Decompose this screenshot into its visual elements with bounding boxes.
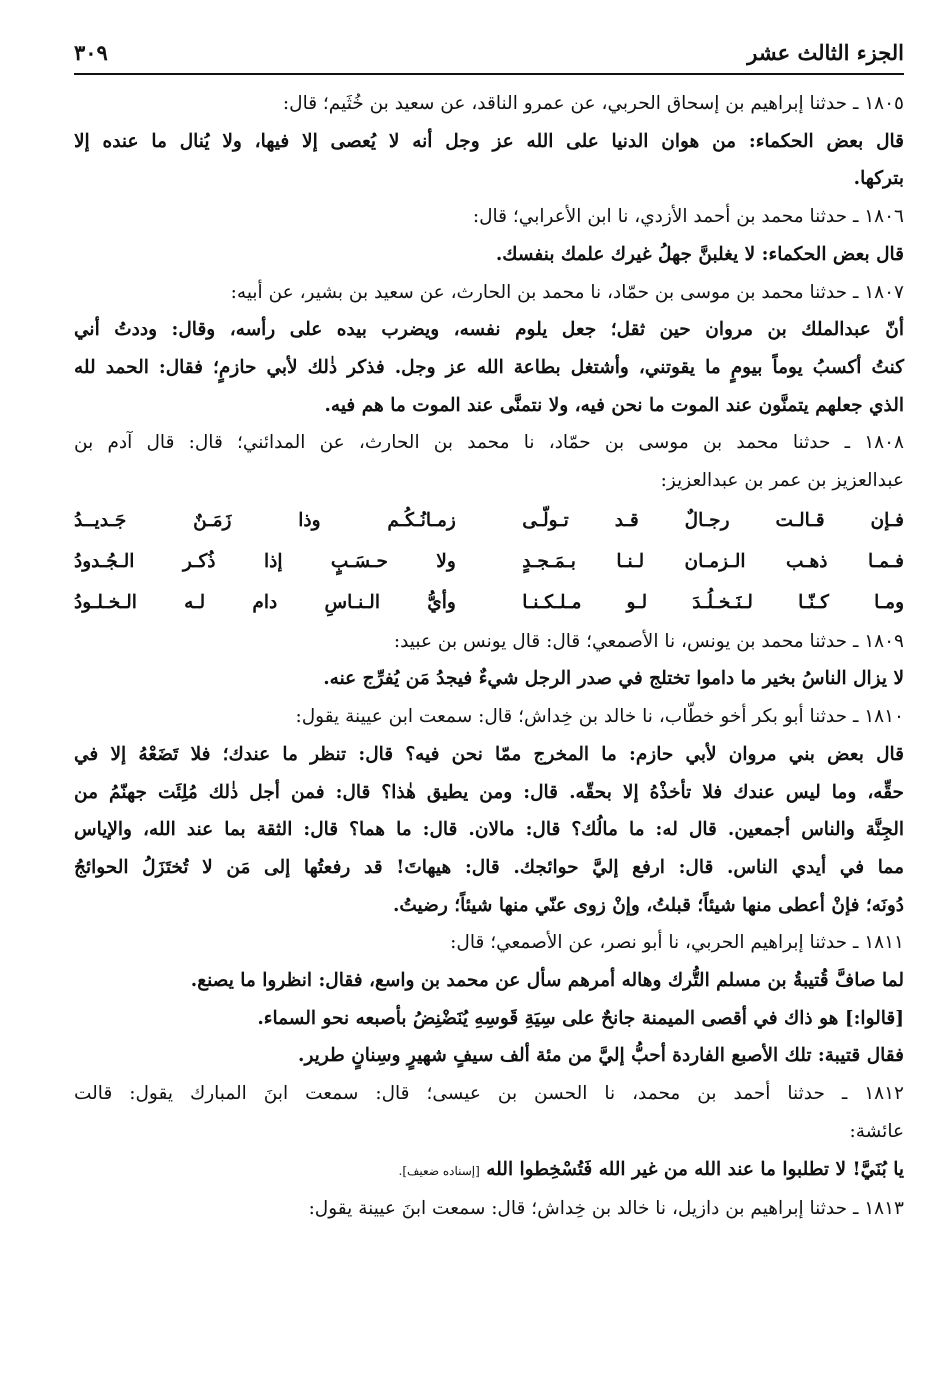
text-line: ١٨١٣ ـ حدثنا إبراهيم بن دازيل، نا خالد بن خِداش؛ قال: سمعت ابنَ عيينة يقول: bbox=[308, 1198, 904, 1220]
text-line: ١٨٠٧ ـ حدثنا محمد بن موسى بن حمّاد، نا محمد بن الحارث، عن سعيد بن بشير، عن أبيه: bbox=[230, 281, 904, 303]
text-line: مما في أيدي الناس. قال: ارفع إليَّ حوائجك. قال: هيهاتَ! قد رفعتُها إلى مَن لا تُختَزَلُ الحوائجُ bbox=[74, 856, 904, 878]
text-line: [قالوا:] هو ذاك في أقصى الميمنة جانحٌ على سِيَةِ قَوسِهِ يُنَضْنِضُ بأصبعه نحو السماء. bbox=[257, 1007, 904, 1029]
text-line: لما صافَّ قُتيبةُ بن مسلم التُّرك وهاله أمرهم سأل عن محمد بن واسع، فقال: انظروا ما يصنع. bbox=[190, 970, 904, 992]
verse-line bbox=[74, 582, 904, 623]
text-line: الذي جعلهم يتمنَّون عند الموت ما نحن فيه، ولا نتمنَّى عند الموت ما هم فيه. bbox=[324, 394, 904, 416]
running-title: الجزء الثالث عشر bbox=[747, 40, 904, 65]
verse-first-hemistich: فـمـا ذهـب الـزمـان لـنـا بـمَـجـدٍ bbox=[522, 550, 904, 572]
verse-line bbox=[74, 541, 904, 582]
text-line: قال بعض بني مروان لأبي حازم: ما المخرج ممّا نحن فيه؟ قال: تنظر ما عندك؛ فلا تَضَعْهُ إلا في bbox=[74, 743, 904, 765]
text-line: أنّ عبدالملك بن مروان حين ثقل؛ جعل يلوم نفسه، ويضرب بيده على رأسه، وقال: وددتُ أني bbox=[74, 319, 904, 341]
verse-first-hemistich: فـإن قـالـت رجـالٌ قـد تـولّـى bbox=[522, 509, 904, 531]
aisha-quote-line bbox=[74, 1151, 904, 1191]
verse-second-hemistich: وأيُّ الـنـاسِ دام لـه الـخـلـودُ bbox=[74, 591, 456, 613]
text-line: عائشة: bbox=[849, 1120, 904, 1142]
text-line: ١٨١٢ ـ حدثنا أحمد بن محمد، نا الحسن بن عيسى؛ قال: سمعت ابنَ المبارك يقول: قالت bbox=[74, 1083, 904, 1105]
text-block-3 bbox=[74, 1190, 904, 1228]
text-line: ١٨٠٥ ـ حدثنا إبراهيم بن إسحاق الحربي، عن عمرو الناقد، عن سعيد بن خُثَيم؛ قال: bbox=[282, 93, 904, 114]
text-line: ١٨٠٨ ـ حدثنا محمد بن موسى بن حمّاد، نا محمد بن الحارث، عن المدائني؛ قال: قال آدم بن bbox=[74, 432, 904, 454]
text-line: عبدالعزيز بن عمر بن عبدالعزيز: bbox=[660, 470, 904, 492]
text-line: الجِنَّة والناس أجمعين. قال له: ما مالُك؟ قال: مالان. قال: ما هما؟ قال: الثقة بما عند الله، والإياس bbox=[74, 819, 904, 841]
text-line: ١٨٠٦ ـ حدثنا محمد بن أحمد الأزدي، نا ابن الأعرابي؛ قال: bbox=[472, 206, 904, 228]
aisha-quote: يا بُنَيَّ! لا تطلبوا ما عند الله من غير الله فَتُسْخِطوا الله bbox=[486, 1158, 904, 1180]
text-line: حقِّه، وما ليس عندك فلا تأخذْهُ إلا بحقّه. قال: ومن يطيق هٰذا؟ قال: فمن أجل ذٰلك مُلِئَت جهنّمُ من bbox=[74, 781, 904, 803]
text-line: فقال قتيبة: تلك الأصبع الفاردة أحبُّ إليَّ من مئة ألف سيفٍ شهيرٍ وسِنانٍ طرير. bbox=[298, 1045, 904, 1067]
text-line: ١٨١٠ ـ حدثنا أبو بكر أخو خطّاب، نا خالد بن خِداش؛ قال: سمعت ابن عيينة يقول: bbox=[295, 706, 904, 728]
page bbox=[74, 40, 904, 1228]
text-line: لا يزال الناسُ بخير ما داموا تختلج في صدر الرجل شيءٌ فيجدُ مَن يُفرِّج عنه. bbox=[323, 668, 904, 690]
page-number: ٣٠٩ bbox=[74, 40, 108, 65]
text-line: قال بعض الحكماء: لا يغلبنَّ جهلُ غيرك علمك بنفسك. bbox=[495, 243, 904, 265]
isnad-note: [إسناده ضعيف]. bbox=[398, 1163, 480, 1178]
text-line: ١٨٠٩ ـ حدثنا محمد بن يونس، نا الأصمعي؛ قال: قال يونس بن عبيد: bbox=[393, 630, 904, 652]
text-line: بتركها. bbox=[853, 168, 904, 190]
verse-second-hemistich: زمـانُـكُـم وذا زَمَـنٌ جَـديــدُ bbox=[74, 509, 456, 531]
body-text bbox=[74, 75, 904, 1228]
text-line: دُونَه؛ فإنْ أعطى منها شيئاً؛ قبلتُ، وإنْ زوى عنّي منها شيئاً؛ رضيتُ. bbox=[392, 894, 904, 916]
text-line: ١٨١١ ـ حدثنا إبراهيم الحربي، نا أبو نصر، عن الأصمعي؛ قال: bbox=[450, 932, 904, 954]
text-block-1 bbox=[74, 85, 904, 500]
text-block-2 bbox=[74, 623, 904, 1151]
page-header bbox=[74, 40, 904, 75]
verse-line bbox=[74, 500, 904, 541]
poem bbox=[74, 500, 904, 623]
text-line: كنتُ أكسبُ يوماً بيومٍ ما يقوتني، وأشتغل بطاعة الله عز وجل. فذكر ذٰلك لأبي حازمٍ؛ فقال: الحمد لله bbox=[74, 356, 904, 378]
text-line: قال بعض الحكماء: من هوان الدنيا على الله عز وجل أنه لا يُعصى إلا فيها، ولا يُنال ما عنده إلا bbox=[74, 130, 904, 152]
verse-second-hemistich: ولا حـسَـبٍ إذا ذُكـر الـجُـدودُ bbox=[74, 550, 456, 572]
verse-first-hemistich: ومـا كـنّـا لـنَـخـلُـدَ لـو مـلـكـنـا bbox=[522, 591, 904, 613]
